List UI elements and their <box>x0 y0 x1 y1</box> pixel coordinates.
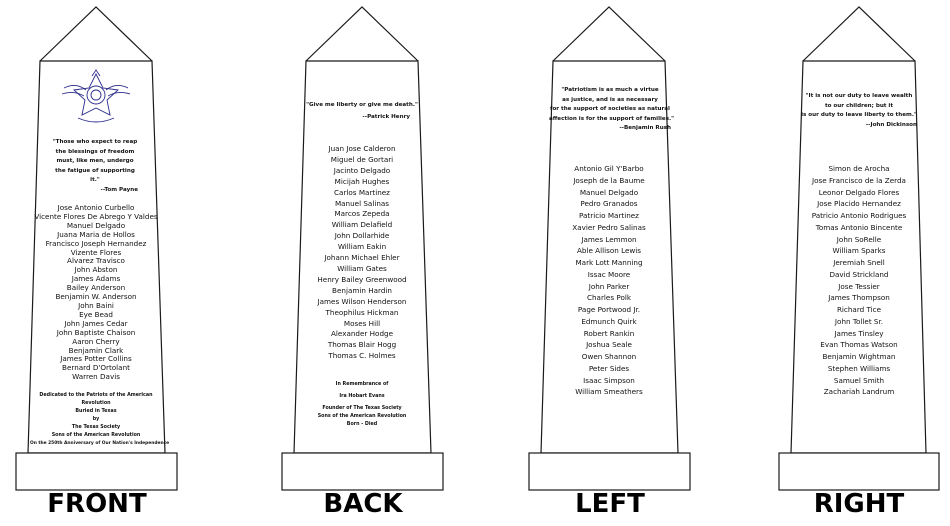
list-item: Jeremiah Snell <box>833 258 885 267</box>
list-item: Marcos Zepeda <box>334 209 390 219</box>
list-item: John James Cedar <box>64 318 128 328</box>
front-label: FRONT <box>47 489 147 519</box>
left-quote-block <box>549 86 675 131</box>
back-quote-block <box>306 101 418 120</box>
quote-line: the blessings of freedom <box>55 148 135 155</box>
obelisk-left <box>513 0 743 526</box>
list-item: Bailey Anderson <box>66 283 126 293</box>
list-item: Manuel Salinas <box>334 198 390 208</box>
back-label: BACK <box>323 489 403 519</box>
right-quote-attribution: --John Dickinson <box>865 121 917 128</box>
back-remembrance <box>302 381 422 429</box>
quote-line: as justice, and is as necessary <box>562 96 658 103</box>
list-item: Francisco Joseph Hernandez <box>45 238 147 248</box>
list-item: William Gates <box>337 263 387 273</box>
sar-insignia-icon <box>56 68 136 128</box>
back-name-list <box>302 144 422 362</box>
list-item: Thomas C. Holmes <box>328 351 396 361</box>
back-quote <box>306 101 418 111</box>
list-item: James Tinsley <box>834 328 884 338</box>
list-item: John Parker <box>588 281 630 291</box>
quote-line: for the support of societies as natural <box>550 106 670 112</box>
quote-line: is our duty to leave liberty to them." <box>801 112 917 118</box>
list-item: Eye Bead <box>79 309 113 319</box>
list-item: Isaac Simpson <box>583 375 635 385</box>
list-item: James Thompson <box>828 293 890 303</box>
dedication-line: Sons of the American Revolution <box>51 433 141 438</box>
right-quote <box>801 92 917 121</box>
list-item: David Strickland <box>829 269 889 279</box>
list-item: James Potter Collins <box>60 354 132 364</box>
right-quote-block <box>801 92 917 128</box>
list-item: Joseph de la Baume <box>573 175 645 185</box>
list-item: Manuel Delgado <box>579 187 639 197</box>
quote-line: must, like men, undergo <box>56 158 134 164</box>
obelisk-right <box>759 0 950 526</box>
remembrance-line: Born - Died <box>346 422 378 427</box>
list-item: Johann Michael Ehler <box>324 253 400 263</box>
list-item: Owen Shannon <box>581 352 637 361</box>
list-item: Juana Maria de Hollos <box>57 229 135 239</box>
list-item: Simon de Arocha <box>828 164 890 173</box>
back-quote-attribution: --Patrick Henry <box>362 113 410 120</box>
list-item: William Delafield <box>331 220 393 230</box>
list-item: Pedro Granados <box>580 199 638 209</box>
list-item: Patricio Martinez <box>579 211 639 220</box>
list-item: Leonor Delgado Flores <box>818 187 900 197</box>
list-item: Carlos Martinez <box>334 187 390 197</box>
list-item: John SoRelle <box>836 234 882 244</box>
list-item: John Baini <box>78 300 114 310</box>
remembrance-line: In Remembrance of <box>335 382 389 387</box>
list-item: Richard Tice <box>836 305 882 314</box>
list-item: Bernard D'Ortolant <box>62 363 130 373</box>
list-item: Samuel Smith <box>833 375 885 385</box>
list-item: Issac Moore <box>587 269 631 279</box>
quote-line: "Patriotism is as much a virtue <box>561 87 659 93</box>
list-item: Mark Lott Manning <box>575 258 643 267</box>
front-dedication <box>30 392 170 448</box>
list-item: Benjamin Clark <box>68 345 124 355</box>
list-item: Micijah Hughes <box>334 176 390 186</box>
list-item: Xavier Pedro Salinas <box>572 222 646 232</box>
list-item: Vizente Flores <box>70 247 122 257</box>
list-item: Zachariah Landrum <box>823 387 895 397</box>
list-item: Patricio Antonio Rodrigues <box>811 211 907 220</box>
list-item: Page Portwood Jr. <box>577 305 641 314</box>
left-quote-attribution: --Benjamin Rush <box>619 125 671 131</box>
list-item: Henry Bailey Greenwood <box>317 274 407 284</box>
list-item: Antonio Gil Y'Barbo <box>574 164 644 173</box>
left-quote <box>549 86 675 124</box>
remembrance-line: Ira Hobart Evans <box>339 394 385 399</box>
dedication-line: Buried in Texas <box>75 409 117 414</box>
quote-line: "Give me liberty or give me death." <box>306 102 418 108</box>
dedication-line: Dedicated to the Patriots of the American Revolution <box>39 393 153 406</box>
quote-line: to our children; but it <box>824 102 894 109</box>
list-item: John Abston <box>74 265 118 275</box>
left-label: LEFT <box>575 489 645 519</box>
list-item: Aaron Cherry <box>72 336 120 346</box>
right-name-list <box>799 163 919 398</box>
list-item: Alexander Hodge <box>331 329 393 339</box>
list-item: James Wilson Henderson <box>317 296 407 306</box>
list-item: James Adams <box>71 274 121 284</box>
list-item: Jose Francisco de la Zerda <box>812 175 906 185</box>
quote-line: "Those who expect to reap <box>52 139 138 145</box>
list-item: Tomas Antonio Bincente <box>815 222 903 232</box>
remembrance-line: Sons of the American Revolution <box>317 414 407 419</box>
list-item: Joshua Seale <box>586 340 632 350</box>
list-item: Miguel de Gortari <box>330 154 394 164</box>
obelisk-front <box>0 0 230 526</box>
list-item: William Sparks <box>832 246 886 256</box>
quote-line: the fatigue of supporting it." <box>55 167 135 183</box>
list-item: Benjamin Wightman <box>822 352 896 361</box>
list-item: Juan Jose Calderon <box>328 144 396 153</box>
list-item: John Dollarhide <box>334 231 390 241</box>
list-item: Evan Thomas Watson <box>820 340 898 350</box>
list-item: Stephen Williams <box>827 363 891 373</box>
list-item: Vicente Flores De Abrego Y Valdes <box>34 211 158 221</box>
list-item: Alvarez Travisco <box>67 256 125 266</box>
list-item: Benjamin W. Anderson <box>55 292 137 302</box>
list-item: James Lemmon <box>581 234 637 244</box>
right-label: RIGHT <box>813 489 905 519</box>
list-item: Charles Polk <box>586 293 632 303</box>
dedication-line: The Texas Society <box>71 425 121 430</box>
dedication-line: by <box>92 417 100 422</box>
list-item: Robert Rankin <box>583 328 635 338</box>
list-item: Warren Davis <box>72 372 120 382</box>
front-name-list <box>34 204 158 382</box>
front-quote-attribution: --Tom Payne <box>100 186 138 193</box>
quote-line: "It is not our duty to leave wealth <box>805 93 913 99</box>
list-item: William Smeathers <box>575 387 643 397</box>
list-item: Able Allison Lewis <box>577 246 641 256</box>
list-item: Moses Hill <box>343 318 381 328</box>
remembrance-line: Founder of The Texas Society <box>322 406 402 411</box>
list-item: Jacinto Delgado <box>333 165 391 175</box>
list-item: Theophilus Hickman <box>325 307 399 317</box>
list-item: John Baptiste Chaison <box>56 327 136 337</box>
list-item: Peter Sides <box>588 363 630 373</box>
list-item: Jose Placido Hernandez <box>817 199 901 209</box>
front-quote <box>50 138 140 186</box>
left-name-list <box>549 163 669 398</box>
list-item: Manuel Delgado <box>66 220 126 230</box>
front-quote-block <box>50 138 140 193</box>
list-item: Jose Antonio Curbello <box>57 203 135 212</box>
list-item: John Tollet Sr. <box>834 316 884 326</box>
quote-line: affection is for the support of families." <box>549 115 675 122</box>
list-item: Thomas Blair Hogg <box>327 340 397 350</box>
obelisk-back <box>266 0 496 526</box>
list-item: William Eakin <box>337 242 387 252</box>
dedication-line: On the 250th Anniversary of Our Nation's Independence <box>30 441 170 446</box>
list-item: Edmunch Quirk <box>581 316 637 326</box>
list-item: Jose Tessier <box>838 281 880 291</box>
list-item: Benjamin Hardin <box>332 285 392 295</box>
